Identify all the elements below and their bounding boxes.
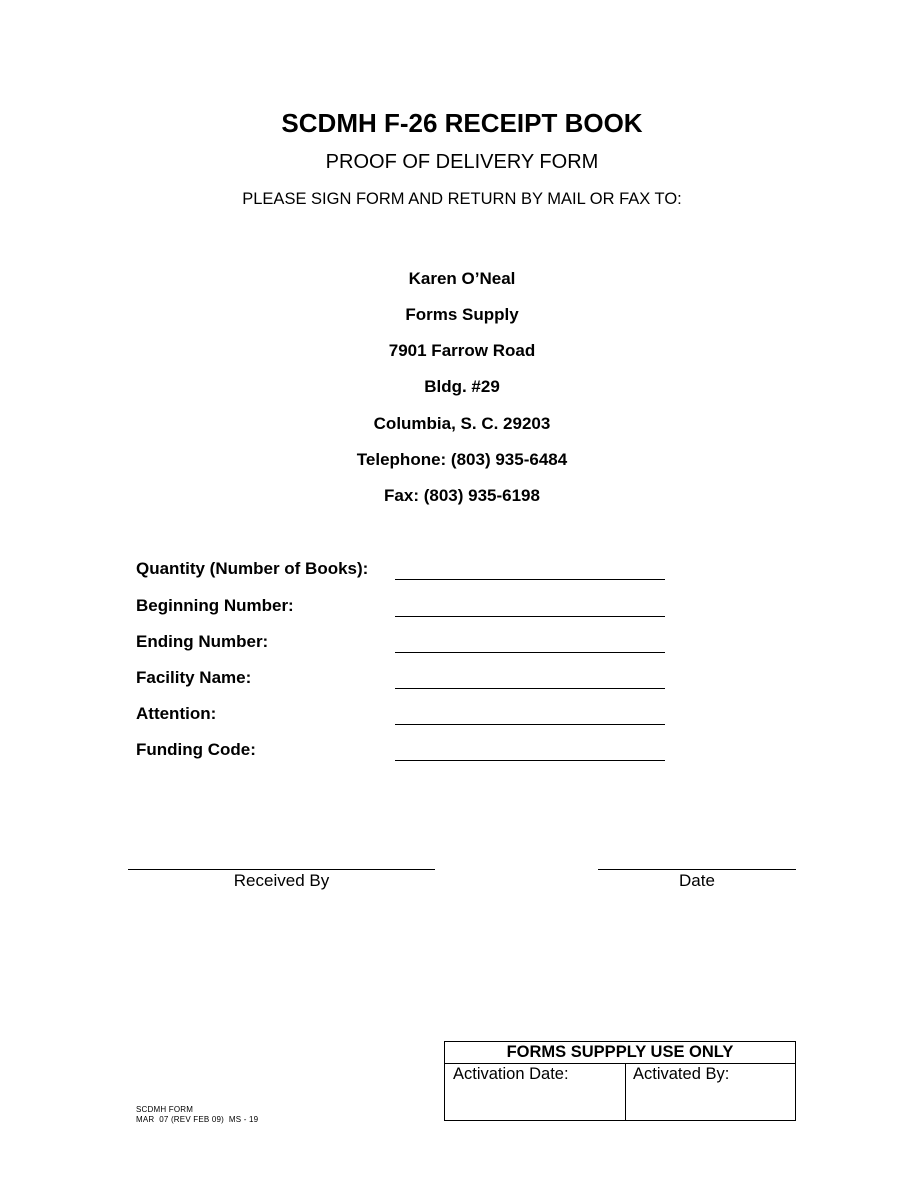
beginning-number-label: Beginning Number:	[136, 596, 294, 615]
address-street: 7901 Farrow Road	[388, 341, 536, 360]
attention-line[interactable]	[395, 724, 665, 725]
office-use-divider	[625, 1063, 626, 1120]
return-instruction: PLEASE SIGN FORM AND RETURN BY MAIL OR FAX TO:	[242, 190, 682, 208]
date-label: Date	[679, 871, 715, 890]
attention-label: Attention:	[136, 704, 217, 723]
address-name: Karen O’Neal	[408, 269, 516, 288]
address-telephone: Telephone: (803) 935-6484	[356, 450, 568, 469]
received-by-line[interactable]	[128, 869, 435, 870]
activated-by-label: Activated By:	[633, 1065, 730, 1083]
footer-revision: MAR 07 (REV FEB 09) MS - 19	[136, 1115, 259, 1124]
quantity-line[interactable]	[395, 579, 665, 580]
facility-name-label: Facility Name:	[136, 668, 252, 687]
office-use-header: FORMS SUPPPLY USE ONLY	[445, 1042, 795, 1064]
form-subtitle: PROOF OF DELIVERY FORM	[325, 151, 599, 173]
ending-number-line[interactable]	[395, 652, 665, 653]
footer-form-id: SCDMH FORM	[136, 1105, 194, 1114]
funding-code-label: Funding Code:	[136, 740, 256, 759]
office-use-box	[444, 1041, 796, 1121]
address-fax: Fax: (803) 935-6198	[384, 486, 540, 505]
form-title: SCDMH F-26 RECEIPT BOOK	[281, 108, 643, 138]
quantity-label: Quantity (Number of Books):	[136, 559, 369, 578]
facility-name-line[interactable]	[395, 688, 665, 689]
ending-number-label: Ending Number:	[136, 632, 269, 651]
address-city: Columbia, S. C. 29203	[373, 414, 551, 433]
received-by-label: Received By	[233, 871, 330, 890]
beginning-number-line[interactable]	[395, 616, 665, 617]
funding-code-line[interactable]	[395, 760, 665, 761]
date-line[interactable]	[598, 869, 796, 870]
activation-date-label: Activation Date:	[453, 1065, 569, 1083]
address-department: Forms Supply	[405, 305, 519, 324]
address-building: Bldg. #29	[424, 377, 500, 396]
